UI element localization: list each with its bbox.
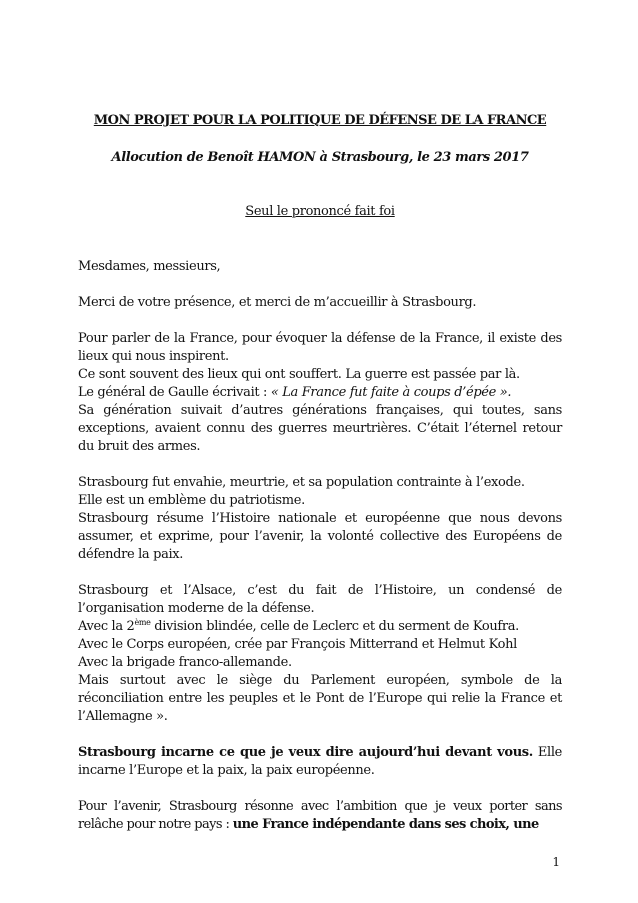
paragraph-block-defense	[78, 582, 562, 726]
paragraph-line: Ce sont souvent des lieux qui ont souffert. La guerre est passée par là.	[78, 367, 520, 382]
paragraph-line-division	[78, 618, 562, 636]
delivery-notice: Seul le prononcé fait foi	[245, 204, 395, 219]
paragraph-line: Elle est un emblème du patriotisme.	[78, 493, 305, 508]
quote-intro: Le général de Gaulle écrivait :	[78, 385, 271, 400]
bold-ambition: une France indépendante dans ses choix, une	[232, 817, 539, 832]
de-gaulle-quote: « La France fut faite à coups d’épée ».	[270, 385, 512, 400]
paragraph-avenir	[78, 798, 562, 834]
paragraph-line: Avec la brigade franco-allemande.	[78, 655, 292, 670]
paragraph-line: Avec le Corps européen, crée par François Mitterrand et Helmut Kohl	[78, 637, 517, 652]
statement-rest: Elle incarne l’Europe et la paix, la paix européenne.	[78, 745, 563, 778]
paragraph-line: Pour parler de la France, pour évoquer la défense de la France, il existe des lieux qui nous inspirent.	[78, 331, 562, 364]
avenir-text: Pour l’avenir, Strasbourg résonne avec l’ambition que je veux porter sans relâche pour notre pays :	[78, 799, 562, 832]
paragraph-line: Strasbourg résume l’Histoire nationale et européenne que nous devons assumer, et exprime, pour l’avenir, la volonté collective des Européens de défendre la paix.	[78, 511, 562, 562]
paragraph-block-strasbourg	[78, 474, 562, 564]
paragraph-incarne	[78, 744, 562, 780]
document-subtitle: Allocution de Benoît HAMON à Strasbourg, le 23 mars 2017	[111, 150, 529, 165]
paragraph-line: Sa génération suivait d’autres générations françaises, qui toutes, sans exceptions, avaient connu des guerres meurtrières. C’était l’éternel retour du bruit des armes.	[78, 403, 562, 454]
paragraph-thanks: Merci de votre présence, et merci de m’accueillir à Strasbourg.	[78, 295, 477, 310]
paragraph-line: Strasbourg et l’Alsace, c’est du fait de l’Histoire, un condensé de l’organisation moderne de la défense.	[78, 583, 562, 616]
paragraph-block-inspiration	[78, 330, 562, 456]
paragraph-line: Strasbourg fut envahie, meurtrie, et sa population contrainte à l’exode.	[78, 475, 525, 490]
bold-statement: Strasbourg incarne ce que je veux dire aujourd’hui devant vous.	[78, 745, 533, 760]
division-text-end: division blindée, celle de Leclerc et du serment de Koufra.	[150, 619, 519, 634]
greeting: Mesdames, messieurs,	[78, 259, 221, 274]
document-body	[78, 112, 562, 834]
paragraph-line-quote	[78, 384, 562, 402]
page-number: 1	[552, 855, 560, 869]
division-text-start: Avec la 2	[78, 619, 135, 634]
ordinal-superscript: ème	[134, 618, 151, 627]
document-title: MON PROJET POUR LA POLITIQUE DE DÉFENSE DE LA FRANCE	[93, 113, 547, 128]
paragraph-line: Mais surtout avec le siège du Parlement européen, symbole de la réconciliation entre les peuples et le Pont de l’Europe qui relie la France et l’Allemagne ».	[78, 673, 562, 724]
